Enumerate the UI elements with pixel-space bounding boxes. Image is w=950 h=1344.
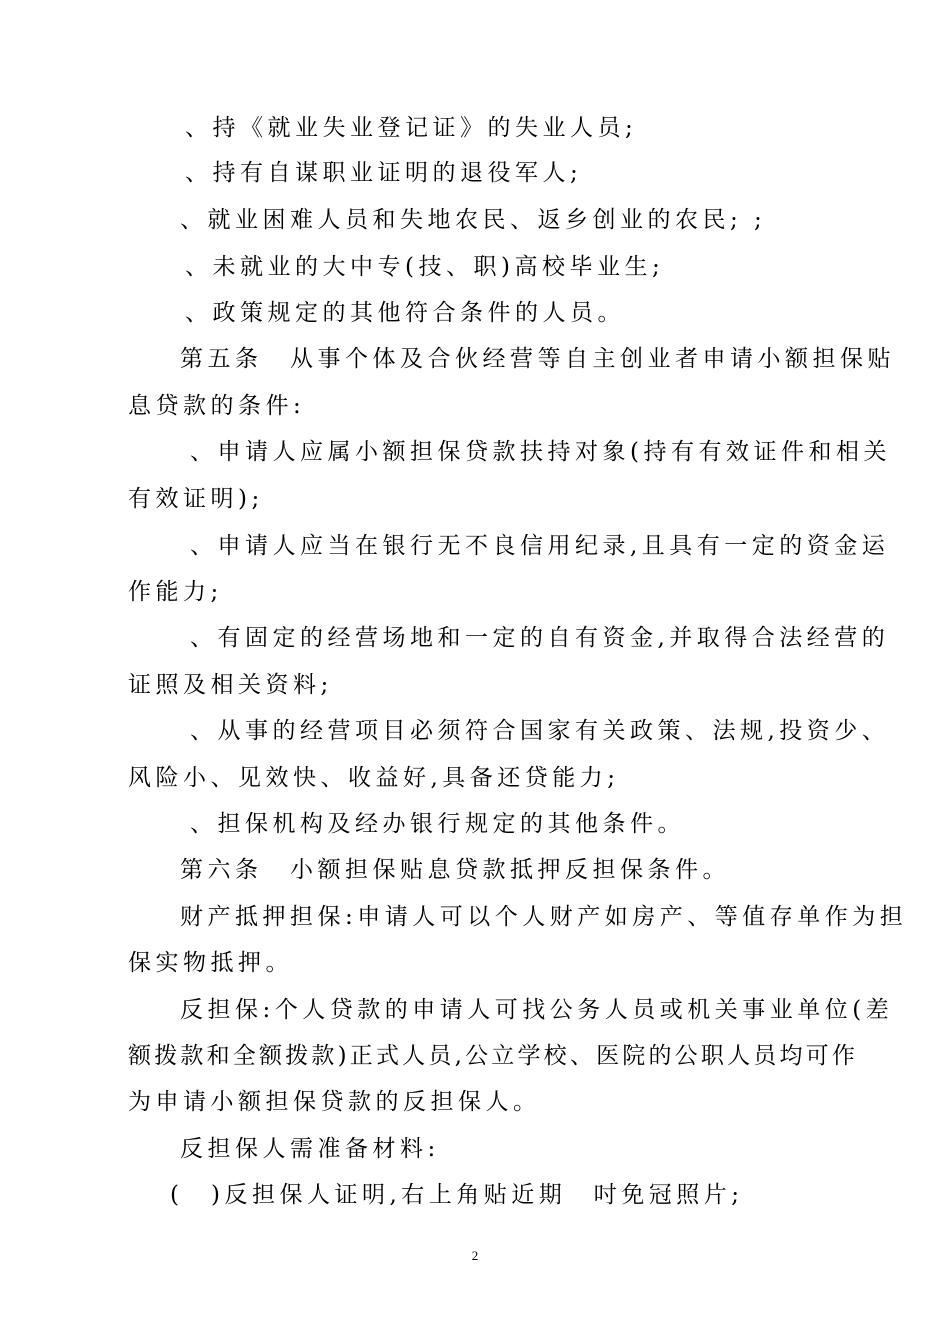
condition-2-cont: 作能力; (128, 579, 223, 605)
condition-1: 、申请人应属小额担保贷款扶持对象(持有有效证件和相关 (190, 439, 891, 465)
property-mortgage-cont: 保实物抵押。 (128, 950, 293, 976)
condition-4: 、从事的经营项目必须符合国家有关政策、法规,投资少、 (190, 718, 890, 744)
condition-4-cont: 风险小、见效快、收益好,具备还贷能力; (128, 765, 620, 791)
counter-guarantee: 反担保:个人贷款的申请人可找公务人员或机关事业单位(差 (180, 997, 894, 1023)
counter-guarantee-cont: 额拨款和全额拨款)正式人员,公立学校、医院的公职人员均可作 (128, 1043, 859, 1069)
condition-3: 、有固定的经营场地和一定的自有资金,并取得合法经营的 (190, 625, 890, 651)
counter-guarantee-end: 为申请小额担保贷款的反担保人。 (128, 1089, 541, 1115)
article-five-heading-cont: 息贷款的条件: (128, 393, 306, 419)
item-unemployed: 、持《就业失业登记证》的失业人员; (185, 115, 638, 141)
condition-1-cont: 有效证明); (128, 486, 264, 512)
condition-5: 、担保机构及经办银行规定的其他条件。 (190, 811, 685, 837)
article-six-heading: 第六条 小额担保贴息贷款抵押反担保条件。 (180, 857, 730, 883)
item-graduates: 、未就业的大中专(技、职)高校毕业生; (185, 254, 665, 280)
condition-3-cont: 证照及相关资料; (128, 672, 333, 698)
item-other-persons: 、政策规定的其他符合条件的人员。 (185, 300, 625, 326)
page-number: 2 (471, 1248, 479, 1263)
property-mortgage: 财产抵押担保:申请人可以个人财产如房产、等值存单作为担 (180, 904, 908, 930)
material-item-1: ( )反担保人证明,右上角贴近期 吋免冠照片; (170, 1182, 744, 1208)
item-farmers: 、就业困难人员和失地农民、返乡创业的农民; ; (180, 207, 767, 233)
article-five-heading: 第五条 从事个体及合伙经营等自主创业者申请小额担保贴 (180, 346, 895, 372)
item-veterans: 、持有自谋职业证明的退役军人; (185, 160, 583, 186)
condition-2: 、申请人应当在银行无不良信用纪录,且具有一定的资金运 (190, 533, 890, 559)
materials-heading: 反担保人需准备材料: (180, 1136, 440, 1162)
